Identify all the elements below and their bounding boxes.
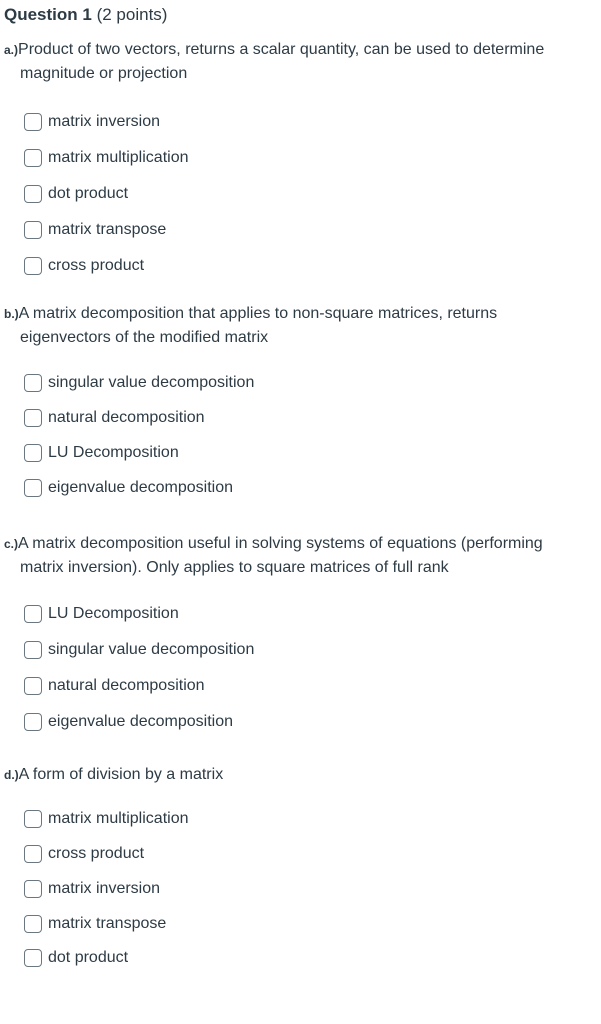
checkbox[interactable]: [24, 915, 42, 933]
part-text-line2: eigenvectors of the modified matrix: [20, 329, 269, 346]
option-item[interactable]: [24, 808, 188, 830]
question-points: (2 points): [96, 5, 168, 24]
part-text-line1: Product of two vectors, returns a scalar quantity, can be used to determine: [18, 41, 545, 58]
checkbox[interactable]: [24, 845, 42, 863]
option-item[interactable]: [24, 372, 254, 394]
checkbox[interactable]: [24, 605, 42, 623]
option-item[interactable]: [24, 255, 144, 277]
option-label: singular value decomposition: [48, 641, 255, 658]
option-item[interactable]: [24, 407, 205, 429]
checkbox[interactable]: [24, 257, 42, 275]
checkbox[interactable]: [24, 949, 42, 967]
part-letter: a.): [4, 43, 19, 57]
checkbox[interactable]: [24, 479, 42, 497]
checkbox[interactable]: [24, 713, 42, 731]
part-prompt: [4, 302, 596, 326]
option-label: cross product: [48, 845, 145, 862]
part-text-line1: A form of division by a matrix: [18, 766, 224, 783]
option-item[interactable]: [24, 878, 160, 900]
part-text-line1: A matrix decomposition that applies to non-square matrices, returns: [18, 305, 498, 322]
option-label: matrix multiplication: [48, 149, 189, 166]
question-number: Question 1: [4, 5, 92, 24]
option-label: matrix inversion: [48, 880, 161, 897]
option-label: matrix transpose: [48, 915, 167, 932]
option-item[interactable]: [24, 843, 144, 865]
option-label: matrix transpose: [48, 221, 167, 238]
option-label: matrix inversion: [48, 113, 161, 130]
checkbox[interactable]: [24, 677, 42, 695]
option-item[interactable]: [24, 147, 188, 169]
part-prompt: [4, 763, 596, 787]
checkbox[interactable]: [24, 641, 42, 659]
option-item[interactable]: [24, 603, 179, 625]
checkbox[interactable]: [24, 810, 42, 828]
option-item[interactable]: [24, 111, 160, 133]
option-item[interactable]: [24, 947, 128, 969]
option-label: eigenvalue decomposition: [48, 713, 234, 730]
part-a: [4, 38, 596, 86]
part-b: [4, 302, 596, 350]
part-letter: c.): [4, 537, 19, 551]
option-item[interactable]: [24, 913, 166, 935]
option-item[interactable]: [24, 442, 179, 464]
part-d: [4, 763, 596, 787]
part-text-line2: magnitude or projection: [20, 65, 188, 82]
checkbox[interactable]: [24, 113, 42, 131]
option-item[interactable]: [24, 183, 128, 205]
part-text-line2: matrix inversion). Only applies to square matrices of full rank: [20, 559, 449, 576]
option-label: natural decomposition: [48, 409, 205, 426]
part-c: [4, 532, 596, 580]
checkbox[interactable]: [24, 880, 42, 898]
option-item[interactable]: [24, 639, 254, 661]
option-label: cross product: [48, 257, 145, 274]
option-item[interactable]: [24, 675, 205, 697]
option-item[interactable]: [24, 477, 233, 499]
option-item[interactable]: [24, 219, 166, 241]
checkbox[interactable]: [24, 221, 42, 239]
checkbox[interactable]: [24, 444, 42, 462]
question-title: [4, 4, 167, 26]
part-letter: b.): [4, 307, 19, 321]
checkbox[interactable]: [24, 149, 42, 167]
option-item[interactable]: [24, 711, 233, 733]
option-label: LU Decomposition: [48, 444, 179, 461]
checkbox[interactable]: [24, 185, 42, 203]
option-label: matrix multiplication: [48, 810, 189, 827]
part-prompt: [4, 532, 596, 556]
option-label: eigenvalue decomposition: [48, 479, 234, 496]
option-label: dot product: [48, 949, 129, 966]
option-label: singular value decomposition: [48, 374, 255, 391]
checkbox[interactable]: [24, 409, 42, 427]
part-letter: d.): [4, 768, 19, 782]
option-label: LU Decomposition: [48, 605, 179, 622]
part-text-line1: A matrix decomposition useful in solving systems of equations (performing: [18, 535, 543, 552]
option-label: natural decomposition: [48, 677, 205, 694]
part-prompt: [4, 38, 596, 62]
checkbox[interactable]: [24, 374, 42, 392]
option-label: dot product: [48, 185, 129, 202]
